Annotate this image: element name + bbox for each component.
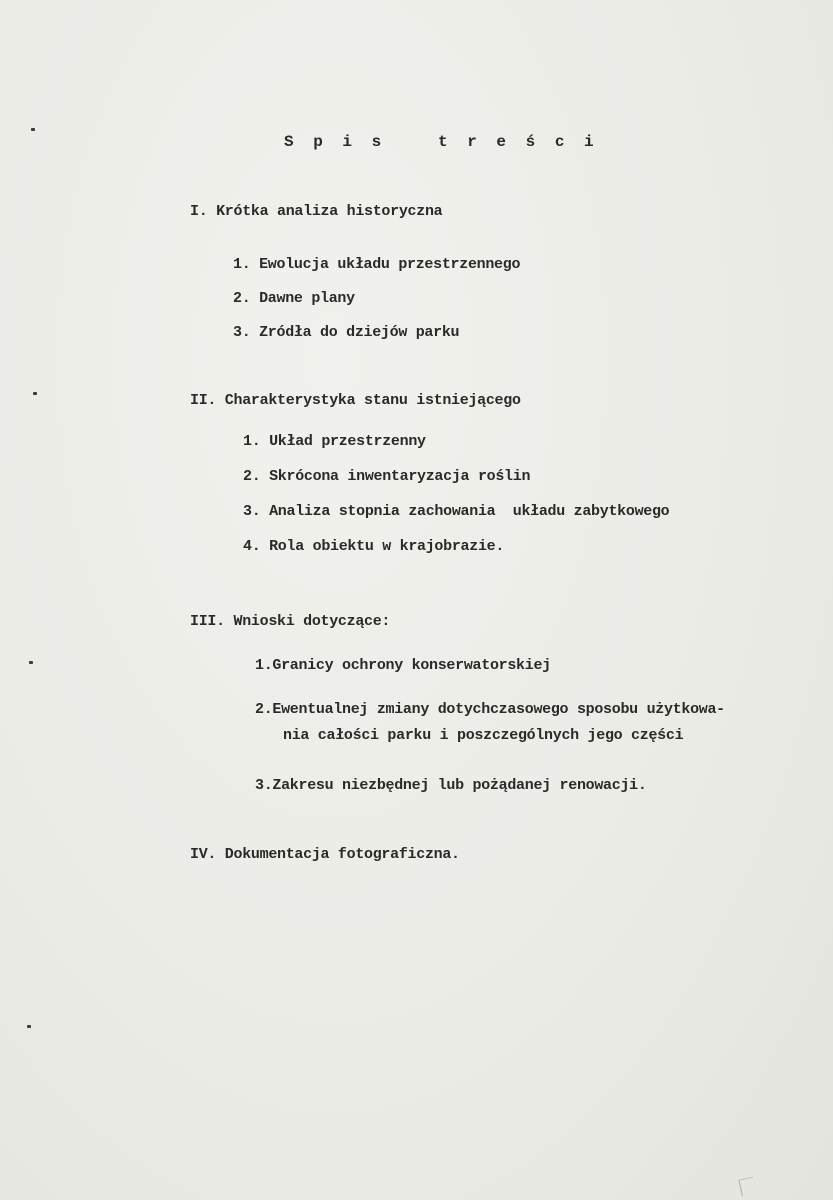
- section-heading-1: I. Krótka analiza historyczna: [190, 203, 443, 220]
- margin-mark: [31, 128, 35, 131]
- scan-artifact: [738, 1177, 756, 1197]
- toc-item-continuation: nia całości parku i poszczególnych jego części: [283, 727, 684, 744]
- margin-mark: [33, 392, 37, 395]
- toc-item: 1.Granicy ochrony konserwatorskiej: [255, 657, 551, 674]
- section-heading-3: III. Wnioski dotyczące:: [190, 613, 391, 630]
- toc-item: 3. Analiza stopnia zachowania układu zabytkowego: [243, 503, 670, 520]
- section-heading-4: IV. Dokumentacja fotograficzna.: [190, 846, 460, 863]
- margin-mark: [27, 1025, 31, 1028]
- toc-item: 2.Ewentualnej zmiany dotychczasowego sposobu użytkowa-: [255, 701, 725, 718]
- toc-item: 3. Zródła do dziejów parku: [233, 324, 460, 341]
- toc-item: 2. Dawne plany: [233, 290, 355, 307]
- toc-item: 4. Rola obiektu w krajobrazie.: [243, 538, 505, 555]
- toc-item: 2. Skrócona inwentaryzacja roślin: [243, 468, 531, 485]
- toc-item: 1. Układ przestrzenny: [243, 433, 426, 450]
- toc-item: 1. Ewolucja układu przestrzennego: [233, 256, 521, 273]
- page-title: S p i s t r e ś c i: [284, 133, 595, 151]
- margin-mark: [29, 661, 33, 664]
- section-heading-2: II. Charakterystyka stanu istniejącego: [190, 392, 521, 409]
- toc-item: 3.Zakresu niezbędnej lub pożądanej renowacji.: [255, 777, 647, 794]
